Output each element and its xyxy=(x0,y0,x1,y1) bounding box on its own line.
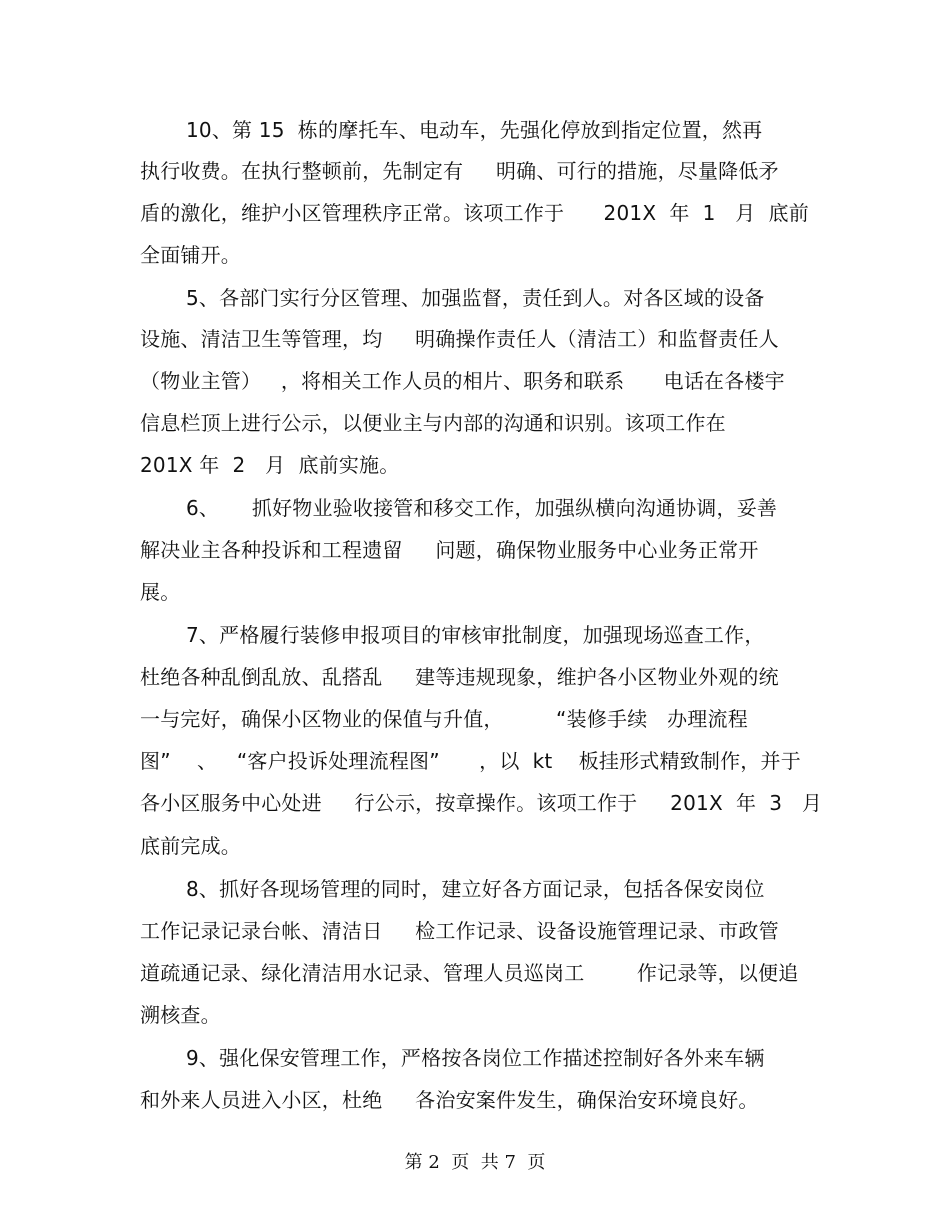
page-number-footer: 第 2 页 共 7 页 xyxy=(404,1152,546,1173)
text-line: （物业主管） ，将相关工作人员的相片、职务和联系 电话在各楼宇 xyxy=(140,369,785,393)
text-line: 信息栏顶上进行公示，以便业主与内部的沟通和识别。该项工作在 xyxy=(140,411,726,435)
text-line: 5、各部门实行分区管理、加强监督，责任到人。对各区域的设备 xyxy=(186,286,765,310)
text-line: 6、 抓好物业验收接管和移交工作，加强纵横向沟通协调，妥善 xyxy=(186,496,778,520)
text-line: 9、强化保安管理工作，严格按各岗位工作描述控制好各外来车辆 xyxy=(186,1046,765,1070)
text-line: 执行收费。在执行整顿前，先制定有 明确、可行的措施，尽量降低矛 xyxy=(140,159,779,183)
text-line: 8、抓好各现场管理的同时，建立好各方面记录，包括各保安岗位 xyxy=(186,877,765,901)
text-line: 展。 xyxy=(140,580,181,604)
text-line: 底前完成。 xyxy=(140,834,241,858)
text-line: 图” 、 “客户投诉处理流程图” ，以 kt 板挂形式精致制作，并于 xyxy=(140,749,801,773)
text-line: 杜绝各种乱倒乱放、乱搭乱 建等违规现象，维护各小区物业外观的统 xyxy=(140,665,779,689)
text-line: 10、第 15 栋的摩托车、电动车，先强化停放到指定位置，然再 xyxy=(186,118,763,142)
text-line: 工作记录记录台帐、清洁日 检工作记录、设备设施管理记录、市政管 xyxy=(140,919,779,943)
text-line: 各小区服务中心处进 行公示，按章操作。该项工作于 201X 年 3 月 xyxy=(140,791,823,815)
text-line: 设施、清洁卫生等管理，均 明确操作责任人（清洁工）和监督责任人 xyxy=(140,327,779,351)
text-line: 溯核查。 xyxy=(140,1003,221,1027)
text-line: 解决业主各种投诉和工程遗留 问题，确保物业服务中心业务正常开 xyxy=(140,538,759,562)
text-line: 盾的激化，维护小区管理秩序正常。该项工作于 201X 年 1 月 底前 xyxy=(140,201,809,225)
text-line: 一与完好，确保小区物业的保值与升值， “装修手续 办理流程 xyxy=(140,707,748,731)
text-line: 和外来人员进入小区，杜绝 各治安案件发生，确保治安环境良好。 xyxy=(140,1088,759,1112)
text-line: 201X 年 2 月 底前实施。 xyxy=(140,453,400,477)
text-line: 道疏通记录、绿化清洁用水记录、管理人员巡岗工 作记录等，以便追 xyxy=(140,961,799,985)
text-line: 全面铺开。 xyxy=(140,243,241,267)
text-line: 7、严格履行装修申报项目的审核审批制度，加强现场巡查工作， xyxy=(186,623,765,647)
